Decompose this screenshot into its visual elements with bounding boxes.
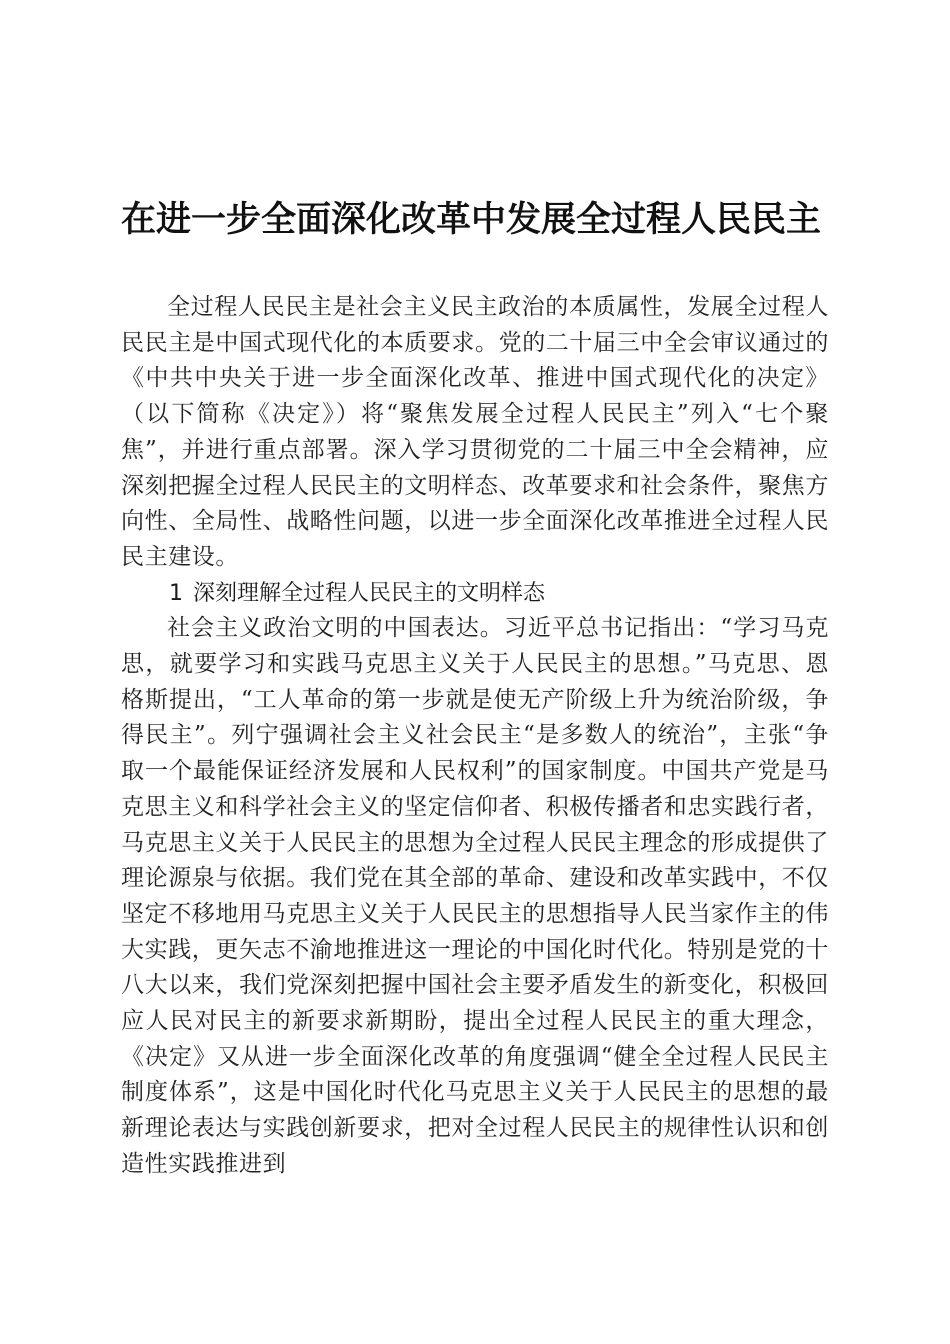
- document-title: 在进一步全面深化改革中发展全过程人民民主: [121, 199, 822, 240]
- document-body: [121, 290, 829, 1183]
- section-paragraph: 社会主义政治文明的中国表达。习近平总书记指出：“学习马克思，就要学习和实践马克思主义关于人民民主的思想。”马克思、恩格斯提出，“工人革命的第一步就是使无产阶级上升为统治阶级，争得民主”。列宁强调社会主义社会民主“是多数人的统治”，主张“争取一个最能保证经济发展和人民权利”的国家制度。中国共产党是马克思主义和科学社会主义的坚定信仰者、积极传播者和忠实践行者，马克思主义关于人民民主的思想为全过程人民民主理念的形成提供了理论源泉与依据。我们党在其全部的革命、建设和改革实践中，不仅坚定不移地用马克思主义关于人民民主的思想指导人民当家作主的伟大实践，更矢志不渝地推进这一理论的中国化时代化。特别是党的十八大以来，我们党深刻把握中国社会主要矛盾发生的新变化，积极回应人民对民主的新要求新期盼，提出全过程人民民主的重大理念，《决定》又从进一步全面深化改革的角度强调“健全全过程人民民主制度体系”，这是中国化时代化马克思主义关于人民民主的思想的最新理论表达与实践创新要求，把对全过程人民民主的规律性认识和创造性实践推进到: [121, 615, 829, 1177]
- intro-paragraph: 全过程人民民主是社会主义民主政治的本质属性，发展全过程人民民主是中国式现代化的本质要求。党的二十届三中全会审议通过的《中共中央关于进一步全面深化改革、推进中国式现代化的决定》（以下简称《决定》）将“聚焦发展全过程人民民主”列入“七个聚焦”，并进行重点部署。深入学习贯彻党的二十届三中全会精神，应深刻把握全过程人民民主的文明样态、改革要求和社会条件，聚焦方向性、全局性、战略性问题，以进一步全面深化改革推进全过程人民民主建设。: [121, 294, 829, 570]
- section-heading: [121, 576, 829, 612]
- section-heading-text: 深刻理解全过程人民民主的文明样态: [193, 580, 546, 606]
- section-number: 1: [169, 580, 183, 606]
